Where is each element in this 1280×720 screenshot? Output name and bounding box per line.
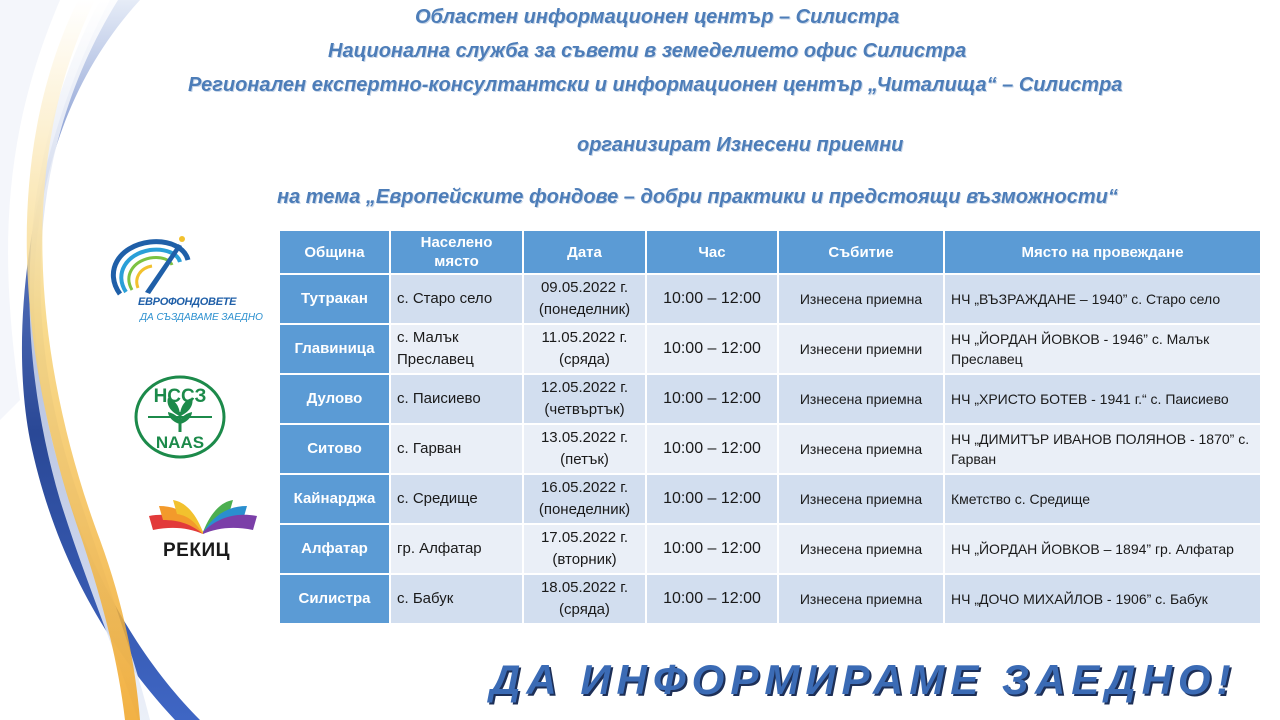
- reception-schedule-table: [278, 229, 1262, 625]
- time-cell: 10:00 – 12:00: [646, 274, 778, 324]
- organizer-line-3: Регионален експертно-консултантски и информационен център „Читалища“ – Силистра: [188, 74, 1123, 96]
- place-cell: с. Гарван: [390, 424, 523, 474]
- municipality-cell: Тутракан: [279, 274, 390, 324]
- rekic-logo: [145, 498, 260, 568]
- ncsz-subname: NAAS: [155, 433, 205, 452]
- venue-cell: НЧ „ДОЧО МИХАЙЛОВ - 1906” с. Бабук: [944, 574, 1261, 624]
- place-cell: с. Средище: [390, 474, 523, 524]
- venue-cell: НЧ „ЙОРДАН ЙОВКОВ - 1946” с. Малък Преславец: [944, 324, 1261, 374]
- table-row: [279, 374, 1261, 424]
- date-cell: 11.05.2022 г. (сряда): [523, 324, 646, 374]
- table-row: [279, 474, 1261, 524]
- table-header-row: [279, 230, 1261, 274]
- table-row: [279, 424, 1261, 474]
- open-book-icon: [145, 498, 260, 538]
- municipality-cell: Силистра: [279, 574, 390, 624]
- eurofunds-name: ЕВРОФОНДОВЕТЕ: [138, 296, 237, 308]
- venue-cell: Кметство с. Средище: [944, 474, 1261, 524]
- column-header-time: Час: [646, 230, 778, 274]
- date-cell: 12.05.2022 г. (четвъртък): [523, 374, 646, 424]
- event-cell: Изнесена приемна: [778, 574, 944, 624]
- event-cell: Изнесена приемна: [778, 424, 944, 474]
- table-row: [279, 524, 1261, 574]
- pen-swirl-icon: [100, 232, 265, 302]
- municipality-cell: Дулово: [279, 374, 390, 424]
- venue-cell: НЧ „ЙОРДАН ЙОВКОВ – 1894” гр. Алфатар: [944, 524, 1261, 574]
- event-cell: Изнесена приемна: [778, 524, 944, 574]
- time-cell: 10:00 – 12:00: [646, 524, 778, 574]
- date-cell: 13.05.2022 г. (петък): [523, 424, 646, 474]
- date-cell: 17.05.2022 г. (вторник): [523, 524, 646, 574]
- place-cell: с. Паисиево: [390, 374, 523, 424]
- event-cell: Изнесена приемна: [778, 374, 944, 424]
- ncsz-logo: [130, 372, 230, 462]
- eurofunds-slogan: ДА СЪЗДАВАМЕ ЗАЕДНО: [140, 312, 263, 323]
- eurofunds-logo: [100, 232, 265, 332]
- date-cell: 16.05.2022 г. (понеделник): [523, 474, 646, 524]
- column-header-date: Дата: [523, 230, 646, 274]
- place-cell: с. Малък Преславец: [390, 324, 523, 374]
- ncsz-name: НССЗ: [153, 386, 207, 407]
- date-cell: 18.05.2022 г. (сряда): [523, 574, 646, 624]
- column-header-venue: Място на провеждане: [944, 230, 1261, 274]
- time-cell: 10:00 – 12:00: [646, 424, 778, 474]
- time-cell: 10:00 – 12:00: [646, 324, 778, 374]
- decorative-swoosh: [0, 0, 320, 720]
- municipality-cell: Кайнарджа: [279, 474, 390, 524]
- venue-cell: НЧ „ВЪЗРАЖДАНЕ – 1940” с. Старо село: [944, 274, 1261, 324]
- sprout-icon: [130, 372, 230, 462]
- event-cell: Изнесени приемни: [778, 324, 944, 374]
- column-header-municipality: Община: [279, 230, 390, 274]
- place-cell: с. Бабук: [390, 574, 523, 624]
- topic-line: на тема „Европейските фондове – добри практики и предстоящи възможности“: [277, 186, 1118, 208]
- column-header-place: Населено място: [390, 230, 523, 274]
- time-cell: 10:00 – 12:00: [646, 574, 778, 624]
- announcement-line: организират Изнесени приемни: [577, 134, 904, 156]
- footer-slogan: ДА ИНФОРМИРАМЕ ЗАЕДНО!: [490, 656, 1237, 703]
- date-cell: 09.05.2022 г. (понеделник): [523, 274, 646, 324]
- table-row: [279, 274, 1261, 324]
- table-row: [279, 324, 1261, 374]
- event-cell: Изнесена приемна: [778, 474, 944, 524]
- time-cell: 10:00 – 12:00: [646, 374, 778, 424]
- municipality-cell: Главиница: [279, 324, 390, 374]
- table-row: [279, 574, 1261, 624]
- place-cell: гр. Алфатар: [390, 524, 523, 574]
- rekic-name: РЕКИЦ: [163, 540, 230, 561]
- event-cell: Изнесена приемна: [778, 274, 944, 324]
- venue-cell: НЧ „ХРИСТО БОТЕВ - 1941 г.“ с. Паисиево: [944, 374, 1261, 424]
- time-cell: 10:00 – 12:00: [646, 474, 778, 524]
- column-header-event: Събитие: [778, 230, 944, 274]
- municipality-cell: Алфатар: [279, 524, 390, 574]
- organizer-line-1: Областен информационен център – Силистра: [415, 6, 900, 28]
- place-cell: с. Старо село: [390, 274, 523, 324]
- venue-cell: НЧ „ДИМИТЪР ИВАНОВ ПОЛЯНОВ - 1870” с. Гарван: [944, 424, 1261, 474]
- organizer-line-2: Национална служба за съвети в земеделието офис Силистра: [328, 40, 967, 62]
- municipality-cell: Ситово: [279, 424, 390, 474]
